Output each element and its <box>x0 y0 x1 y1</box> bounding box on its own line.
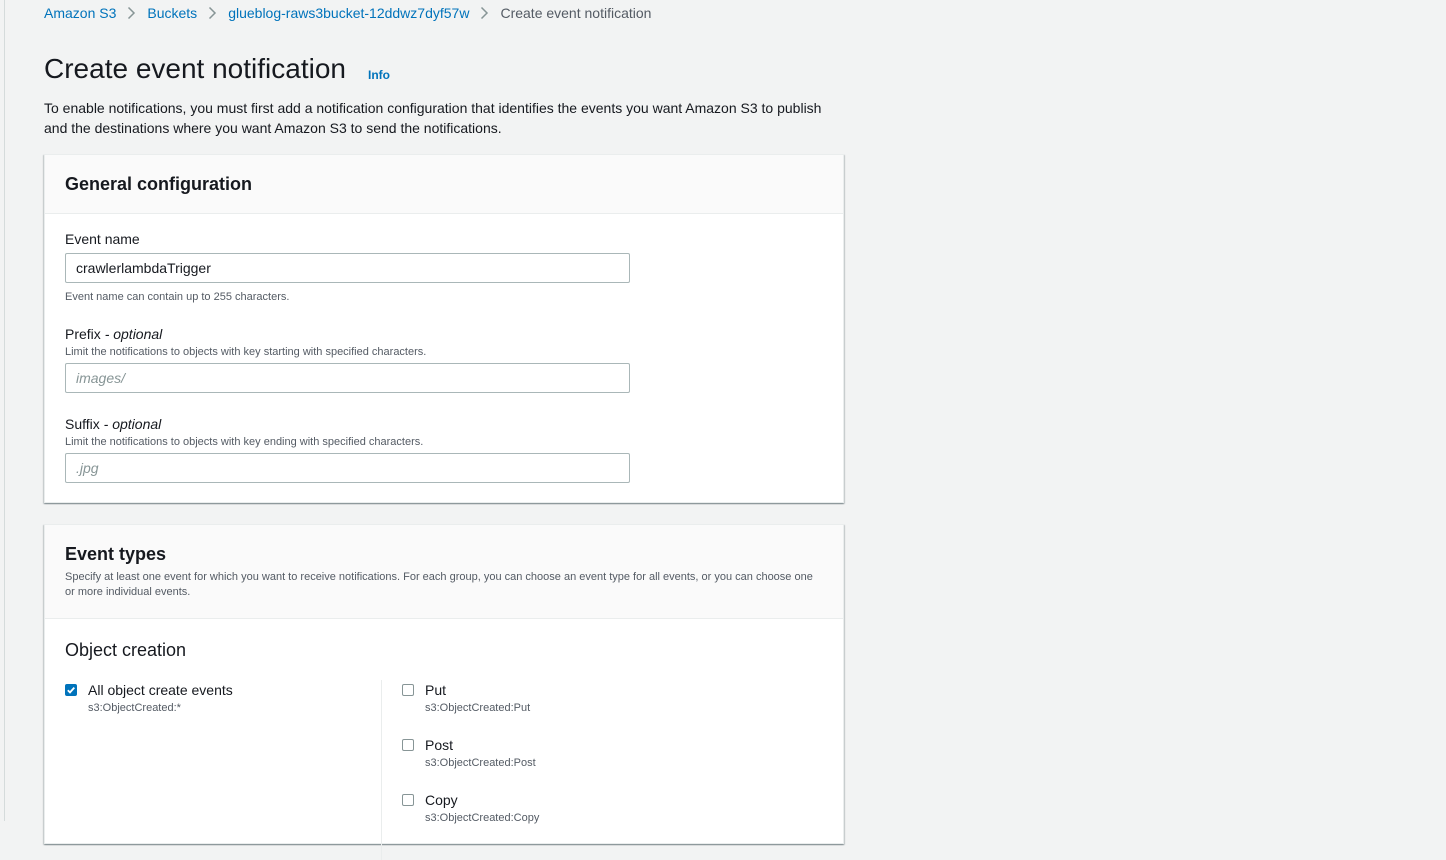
breadcrumb-current: Create event notification <box>500 5 652 21</box>
suffix-label <box>65 415 161 433</box>
event-types-description: Specify at least one event for which you want to receive notifications. For each group, you can choose an event type for all events, or you can choose one or more individual events. <box>65 571 813 598</box>
copy-label: Copy <box>425 792 458 808</box>
suffix-label-text: Suffix <box>65 416 100 432</box>
column-divider <box>381 680 382 860</box>
put-label: Put <box>425 682 447 698</box>
prefix-label <box>65 325 162 343</box>
breadcrumb-buckets[interactable]: Buckets <box>147 5 198 21</box>
checkbox-checked-icon[interactable] <box>65 684 77 696</box>
suffix-optional-text: - optional <box>103 416 162 432</box>
event-name-input[interactable] <box>65 253 630 283</box>
prefix-hint: Limit the notifications to objects with key starting with specified characters. <box>65 346 427 358</box>
put-event-option[interactable] <box>402 682 530 715</box>
post-code: s3:ObjectCreated:Post <box>425 757 536 769</box>
page-title: Create event notification <box>44 53 346 84</box>
all-object-create-events-label: All object create events <box>88 682 233 698</box>
event-types-title: Event types <box>65 544 167 564</box>
breadcrumb-amazon-s3[interactable]: Amazon S3 <box>44 5 117 21</box>
info-link[interactable]: Info <box>368 68 390 82</box>
prefix-input[interactable] <box>65 363 630 393</box>
page-left-border <box>4 0 5 821</box>
event-types-panel <box>44 524 844 844</box>
chevron-right-icon <box>208 6 217 20</box>
event-name-hint: Event name can contain up to 255 characters. <box>65 291 290 303</box>
check-text <box>425 682 530 715</box>
check-text <box>425 737 536 770</box>
object-creation-title: Object creation <box>65 640 187 660</box>
prefix-label-text: Prefix <box>65 326 101 342</box>
panel-header <box>45 525 843 619</box>
put-code: s3:ObjectCreated:Put <box>425 702 531 714</box>
post-label: Post <box>425 737 454 753</box>
checkbox-unchecked-icon[interactable] <box>402 739 414 751</box>
copy-code: s3:ObjectCreated:Copy <box>425 812 540 824</box>
page-description: To enable notifications, you must first add a notification configuration that identifies the events you want Amazon S3 to publish and the destinations where you want Amazon S3 to send the notifications. <box>44 100 822 136</box>
breadcrumb-bucket-name[interactable]: glueblog-raws3bucket-12ddwz7dyf57w <box>228 5 470 21</box>
checkbox-unchecked-icon[interactable] <box>402 794 414 806</box>
chevron-right-icon <box>480 6 489 20</box>
event-name-label: Event name <box>65 231 140 247</box>
check-text <box>425 792 539 825</box>
all-object-create-events-option[interactable] <box>65 682 233 715</box>
breadcrumb <box>44 4 651 22</box>
checkbox-unchecked-icon[interactable] <box>402 684 414 696</box>
check-text <box>88 682 233 715</box>
general-configuration-title: General configuration <box>65 174 253 194</box>
post-event-option[interactable] <box>402 737 536 770</box>
panel-header <box>45 155 843 214</box>
prefix-optional-text: - optional <box>104 326 163 342</box>
chevron-right-icon <box>127 6 136 20</box>
general-configuration-panel <box>44 154 844 503</box>
all-object-create-events-code: s3:ObjectCreated:* <box>88 702 181 714</box>
copy-event-option[interactable] <box>402 792 539 825</box>
suffix-input[interactable] <box>65 453 630 483</box>
suffix-hint: Limit the notifications to objects with key ending with specified characters. <box>65 436 424 448</box>
